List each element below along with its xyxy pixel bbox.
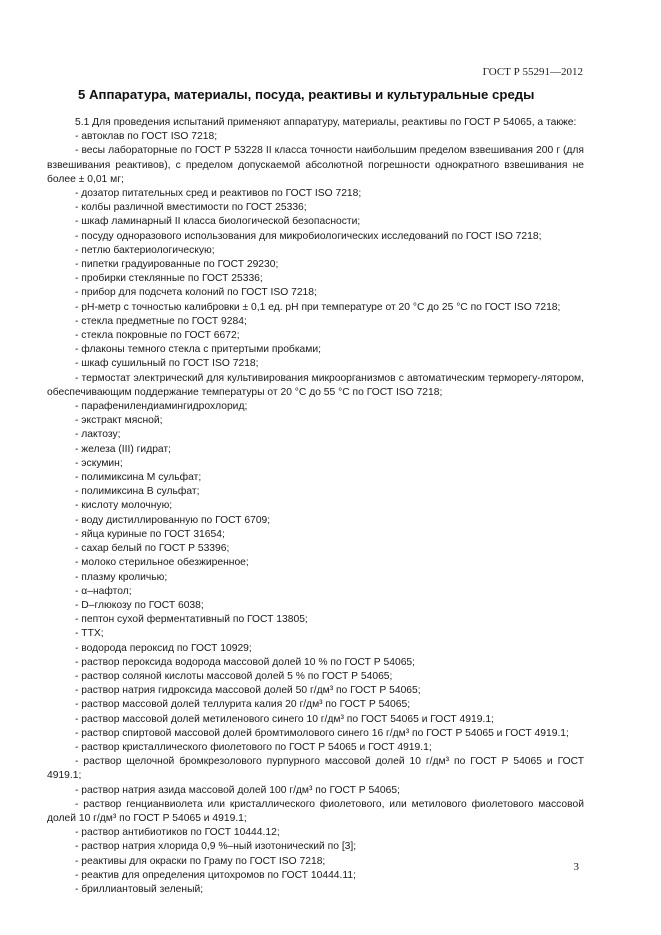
- list-item: - кислоту молочную;: [75, 500, 173, 512]
- section-title: 5 Аппаратура, материалы, посуда, реактивы и культуральные среды: [78, 87, 535, 102]
- list-item: - дозатор питательных сред и реактивов по ГОСТ ISO 7218;: [75, 188, 362, 200]
- list-item: - водорода пероксид по ГОСТ 10929;: [75, 642, 252, 654]
- list-item: - раствор щелочной бромкрезолового пурпурного массовой долей 10 г/дм³ по ГОСТ Р 54065 и ГОСТ 4919.1;: [47, 756, 584, 782]
- list-item: - полимиксина В сульфат;: [75, 486, 200, 498]
- list-item: - шкаф ламинарный II класса биологической безопасности;: [75, 216, 361, 228]
- list-item: - раствор пероксида водорода массовой долей 10 % по ГОСТ Р 54065;: [75, 656, 416, 668]
- list-item: - эскумин;: [75, 457, 123, 469]
- list-item: - железа (III) гидрат;: [75, 443, 172, 455]
- list-item: - рН-метр с точностью калибровки ± 0,1 ед. рН при температуре от 20 °С до 25 °С по ГОСТ ISO 7218;: [75, 301, 561, 313]
- list-item: - стекла покровные по ГОСТ 6672;: [75, 330, 240, 342]
- list-item: - раствор кристаллического фиолетового по ГОСТ Р 54065 и ГОСТ 4919.1;: [75, 741, 432, 753]
- standard-header: ГОСТ Р 55291—2012: [482, 66, 583, 78]
- list-item: - раствор массовой долей метиленового синего 10 г/дм³ по ГОСТ 54065 и ГОСТ 4919.1;: [75, 713, 494, 725]
- list-item: - флаконы темного стекла с притертыми пробками;: [75, 344, 321, 356]
- document-body: [47, 116, 584, 897]
- intro-paragraph: 5.1 Для проведения испытаний применяют аппаратуру, материалы, реактивы по ГОСТ Р 54065, а также:: [75, 117, 577, 128]
- list-item: - плазму кроличью;: [75, 571, 168, 583]
- list-item: - пробирки стеклянные по ГОСТ 25336;: [75, 273, 263, 285]
- list-item: - раствор спиртовой массовой долей бромтимолового синего 16 г/дм³ по ГОСТ Р 54065 и ГОСТ 4919.1;: [75, 727, 569, 739]
- list-item: - молоко стерильное обезжиренное;: [75, 557, 249, 569]
- list-item: - весы лабораторные по ГОСТ Р 53228 II класса точности наибольшим пределом взвешивания 200 г (для взвешивания реактивов), с пределом допускаемой абсолютной погрешности однократного взвешивания не более ± 0,01 мг;: [47, 145, 584, 185]
- list-item: - стекла предметные по ГОСТ 9284;: [75, 315, 247, 327]
- list-item: - яйца куриные по ГОСТ 31654;: [75, 528, 225, 540]
- list-item: - ТТХ;: [75, 628, 104, 640]
- list-item: - воду дистиллированную по ГОСТ 6709;: [75, 514, 271, 526]
- list-item: - α–нафтол;: [75, 585, 132, 597]
- list-item: - D–глюкозу по ГОСТ 6038;: [75, 599, 204, 611]
- list-item: - пипетки градуированные по ГОСТ 29230;: [75, 259, 279, 271]
- list-item: - реактивы для окраски по Граму по ГОСТ ISO 7218;: [75, 855, 326, 867]
- list-item: - лактозу;: [75, 429, 121, 441]
- list-item: - автоклав по ГОСТ ISO 7218;: [75, 131, 218, 143]
- list-item: - бриллиантовый зеленый;: [75, 883, 204, 895]
- list-item: - раствор соляной кислоты массовой долей 5 % по ГОСТ Р 54065;: [75, 670, 393, 682]
- list-item: - прибор для подсчета колоний по ГОСТ ISO 7218;: [75, 287, 317, 299]
- list-item: - раствор антибиотиков по ГОСТ 10444.12;: [75, 827, 280, 839]
- list-item: - раствор массовой долей теллурита калия 20 г/дм³ по ГОСТ Р 54065;: [75, 699, 411, 711]
- list-item: - петлю бактериологическую;: [75, 244, 215, 256]
- list-item: - сахар белый по ГОСТ Р 53396;: [75, 543, 230, 555]
- list-item: - парафенилендиамингидрохлорид;: [75, 401, 248, 413]
- list-item: - термостат электрический для культивирования микроорганизмов с автоматическим терморегу-лятором, обеспечивающим поддержание температуры от 20 °С до 55 °С по ГОСТ ISO 7218;: [47, 372, 584, 398]
- list-item: - посуду одноразового использования для микробиологических исследований по ГОСТ ISO 7218;: [75, 230, 542, 242]
- list-item: - шкаф сушильный по ГОСТ ISO 7218;: [75, 358, 259, 370]
- list-item: - реактив для определения цитохромов по ГОСТ 10444.11;: [75, 869, 356, 881]
- list-item: - пептон сухой ферментативный по ГОСТ 13805;: [75, 614, 308, 626]
- list-item: - полимиксина М сульфат;: [75, 472, 202, 484]
- list-item: - раствор натрия азида массовой долей 100 г/дм³ по ГОСТ Р 54065;: [75, 784, 400, 796]
- list-item: - раствор генцианвиолета или кристаллического фиолетового, или метилового фиолетового массовой долей 10 г/дм³ по ГОСТ Р 54065 и 4919.1;: [47, 798, 584, 824]
- list-item: - раствор натрия хлорида 0,9 %–ный изотонический по [3];: [75, 841, 357, 853]
- list-item: - экстракт мясной;: [75, 415, 163, 427]
- page-number: 3: [573, 861, 579, 873]
- list-item: - раствор натрия гидроксида массовой долей 50 г/дм³ по ГОСТ Р 54065;: [75, 685, 421, 697]
- list-item: - колбы различной вместимости по ГОСТ 25336;: [75, 202, 307, 214]
